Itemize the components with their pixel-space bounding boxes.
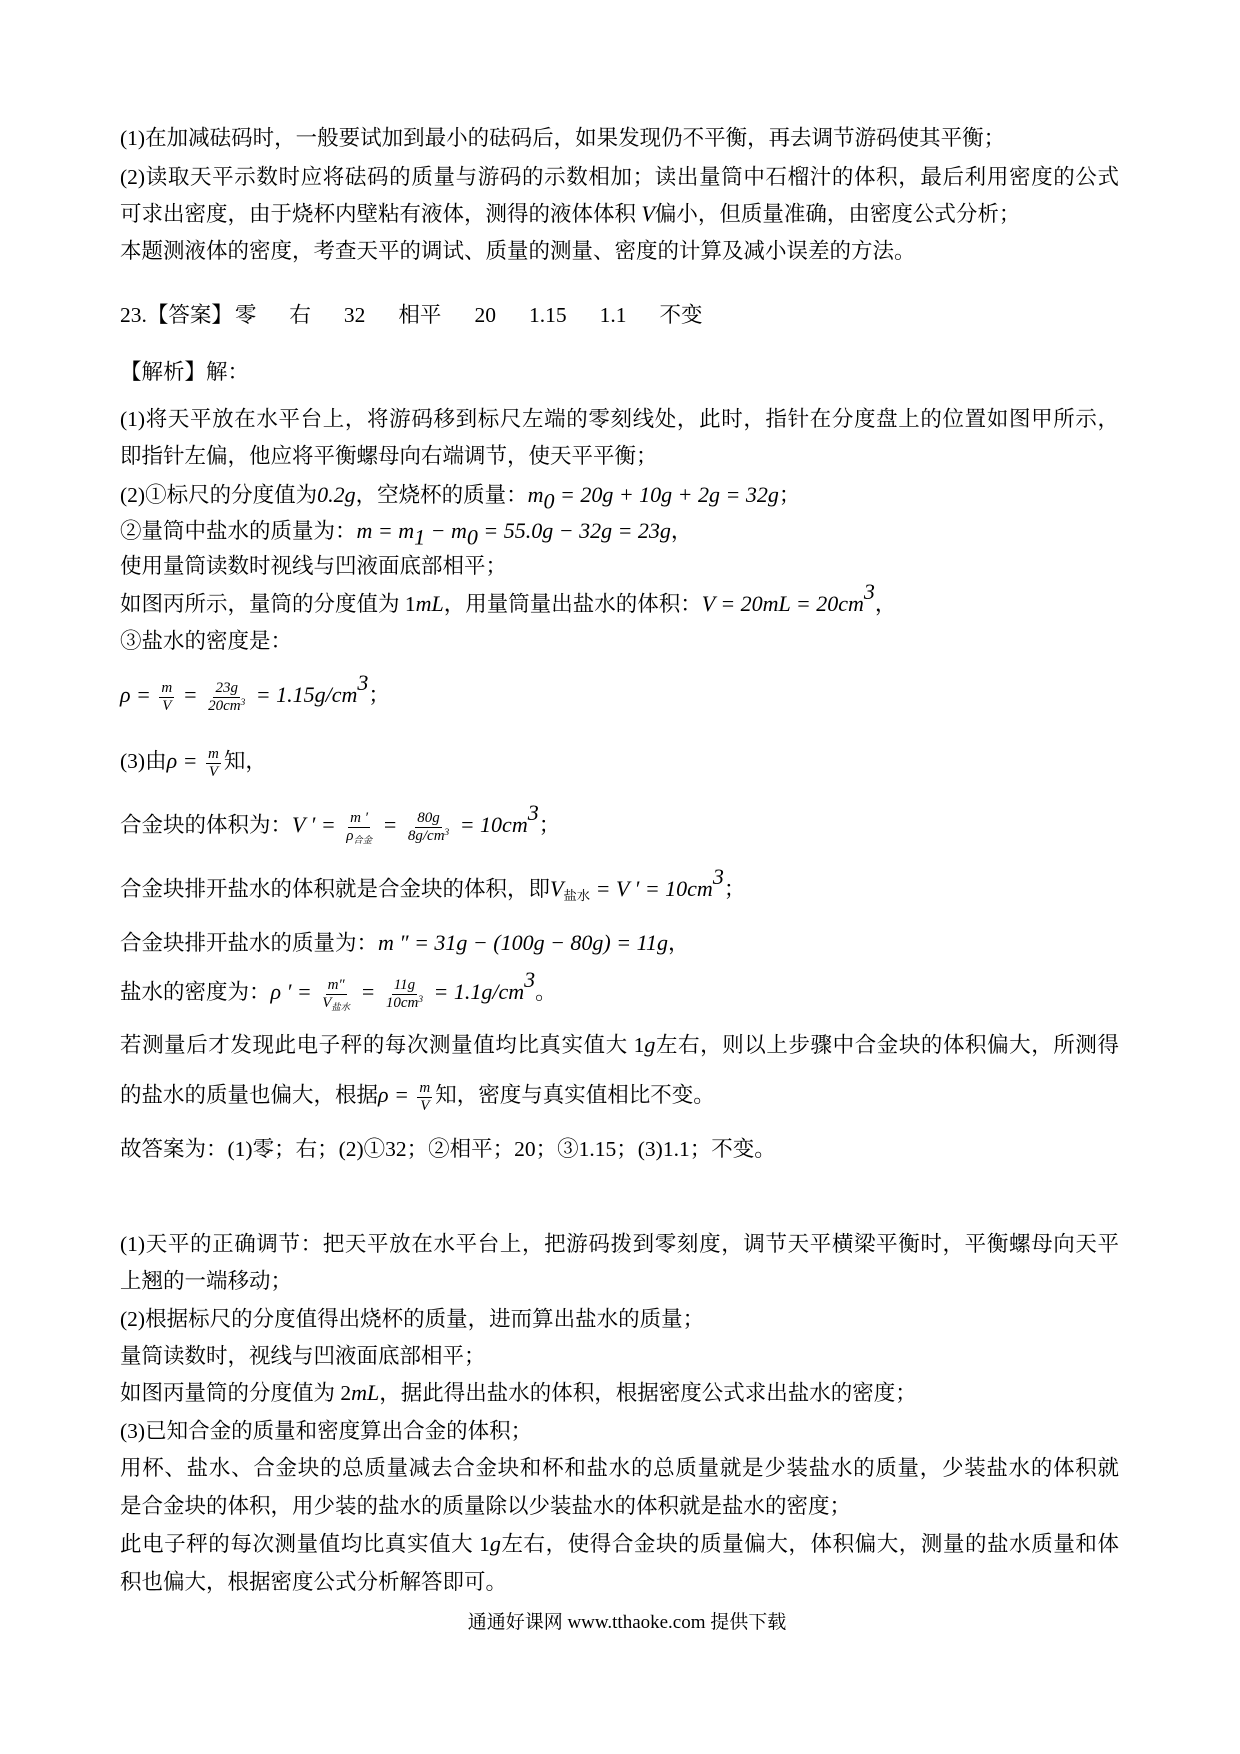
denominator-text: V (322, 994, 332, 1011)
fraction (406, 810, 451, 845)
method-line-6: (3)已知合金的质量和密度算出合金的体积； (120, 1419, 533, 1443)
fraction-numerator: 80g (417, 809, 440, 826)
subscript: 0 (466, 524, 478, 550)
density-result: = 1.15g/cm (250, 682, 358, 707)
denominator-text: 10cm (385, 994, 419, 1011)
cup-mass-equation: = 20g + 10g + 2g = 32g (554, 482, 779, 507)
displaced-mass-text: 合金块排开盐水的质量为： (120, 931, 379, 955)
answer-label: 23.【答案】 (120, 303, 233, 327)
method-line-7: 用杯、盐水、合金块的总质量减去合金块和杯和盐水的总质量就是少装盐水的质量，少装盐水的体积就 (120, 1456, 1119, 1480)
superscript: 3 (418, 994, 424, 1005)
density-equation-line (120, 669, 390, 716)
answer-item: 1.15 (528, 303, 567, 327)
brine-mass-equation-c: = 55.0g − 32g = 23g (477, 518, 671, 543)
answer-item: 零 (234, 303, 257, 327)
density-lhs: ρ = (166, 748, 203, 773)
method-line-5 (120, 1380, 917, 1406)
cup-mass-text-middle: ，空烧杯的质量： (355, 483, 528, 507)
brine-density-lhs: ρ ′ = (270, 979, 318, 1004)
intro-line-2: (2)读取天平示数时应将砝码的质量与游码的示数相加；读出量筒中石榴汁的体积，最后利用密度的公式 (120, 165, 1119, 189)
fraction-denominator (206, 698, 247, 715)
denominator-text: 20cm (208, 697, 241, 714)
fraction-numerator: m ′ (350, 809, 369, 826)
formula-text: (3)由 (120, 749, 167, 773)
volume-equation: V = 20mL = 20cm (701, 591, 864, 616)
punctuation: 。 (535, 980, 557, 1004)
alloy-volume-line (120, 799, 561, 846)
brine-density-result: = 1.1g/cm (428, 979, 525, 1004)
volume-variable: V (641, 201, 655, 226)
punctuation: ； (723, 877, 746, 901)
method-line-8: 是合金块的体积，用少装的盐水的质量除以少装盐水的体积就是盐水的密度； (120, 1494, 852, 1518)
fraction (206, 680, 247, 715)
punctuation: ； (368, 683, 390, 707)
displaced-volume-text: 合金块排开盐水的体积就是合金块的体积，即 (120, 877, 551, 901)
displaced-volume-equation: = V ′ = 10cm (590, 876, 713, 901)
method-line-1: (1)天平的正确调节：把天平放在水平台上，把游码拨到零刻度，调节天平横梁平衡时，平衡螺母向天平 (120, 1232, 1119, 1256)
method-line-4: 量筒读数时，视线与凹液面底部相平； (120, 1344, 486, 1368)
fraction-denominator (320, 995, 352, 1012)
unit-ml: mL (415, 591, 444, 616)
error-text-end: 知，密度与真实值相比不变。 (435, 1083, 715, 1107)
unit-g: g (644, 1032, 656, 1057)
displaced-volume-line (120, 863, 746, 903)
brine-mass-line (120, 518, 693, 550)
volume-text-middle: ，用量筒量出盐水的体积： (443, 592, 702, 616)
density-label: ③盐水的密度是： (120, 629, 293, 653)
fraction-numerator: m (419, 1079, 431, 1096)
final-answer-line: 故答案为：(1)零；右；(2)①32；②相平；20；③1.15；(3)1.1；不变。 (120, 1137, 776, 1161)
cup-mass-text: (2)①标尺的分度值为 (120, 483, 318, 507)
mass-variable: m (527, 482, 544, 507)
formula-text-end: 知， (223, 749, 267, 773)
superscript: 3 (524, 966, 536, 992)
subscript: 盐水 (331, 1002, 350, 1013)
subscript: 0 (543, 488, 555, 514)
denominator-text: 8g/cm (407, 827, 445, 844)
superscript: 3 (444, 827, 450, 838)
brine-density-line (120, 966, 557, 1013)
punctuation: ， (670, 519, 693, 543)
answer-item: 20 (474, 303, 496, 327)
fraction-numerator: m (161, 679, 173, 696)
displaced-mass-equation: m ″ = 31g − (100g − 80g) = 11g (378, 930, 668, 955)
fraction-denominator: V (208, 763, 218, 780)
answer-item: 32 (343, 303, 366, 327)
method-text-end: 左右，使得合金块的质量偏大，体积偏大，测量的盐水质量和体 (500, 1532, 1119, 1556)
page-footer: 通通好课网 www.tthaoke.com 提供下载 (467, 1612, 787, 1633)
error-line-1 (120, 1032, 1119, 1058)
intro-line-3-text: 可求出密度，由于烧杯内壁粘有液体，测得的液体体积 (120, 202, 642, 226)
error-text: 若测量后才发现此电子秤的每次测量值均比真实值大 1 (120, 1033, 645, 1057)
subscript: 合金 (353, 835, 373, 846)
punctuation: ， (667, 931, 690, 955)
answer-item: 相平 (398, 303, 442, 327)
brine-mass-text: ②量筒中盐水的质量为： (120, 519, 357, 543)
brine-density-text: 盐水的密度为： (120, 980, 271, 1004)
method-line-9 (120, 1531, 1119, 1557)
alloy-volume-result: = 10cm (454, 812, 528, 837)
brine-mass-equation-b: − m (425, 518, 467, 543)
punctuation: ， (874, 592, 897, 616)
fraction-numerator: 11g (393, 976, 416, 993)
subscript: 1 (414, 524, 426, 550)
displaced-mass-line (120, 930, 689, 956)
method-text-end: ，据此得出盐水的体积，根据密度公式求出盐水的密度； (379, 1381, 917, 1405)
fraction-denominator: V (162, 697, 172, 714)
answer-item: 右 (289, 303, 311, 327)
solution-part1-line-1: (1)将天平放在水平台上，将游码移到标尺左端的零刻线处，此时，指针在分度盘上的位置如图甲所示， (120, 407, 1119, 431)
answer-item: 不变 (659, 303, 703, 327)
fraction-numerator: m″ (327, 976, 345, 993)
method-line-10: 积也偏大，根据密度公式分析解答即可。 (120, 1570, 508, 1594)
unit-ml: mL (351, 1380, 380, 1405)
fraction (417, 1080, 432, 1115)
density-lhs: ρ = (120, 682, 157, 707)
superscript: 3 (240, 697, 246, 708)
method-line-2: 上翘的一端移动； (120, 1269, 293, 1293)
answer-item: 1.1 (599, 303, 627, 327)
error-text-end: 左右，则以上步骤中合金块的体积偏大，所测得 (655, 1033, 1119, 1057)
superscript: 3 (863, 578, 875, 604)
intro-line-3-text-end: 偏小，但质量准确，由密度公式分析； (654, 202, 1021, 226)
alloy-volume-text: 合金块的体积为： (120, 813, 293, 837)
answer-line (120, 302, 702, 328)
solution-heading: 【解析】解： (120, 360, 250, 384)
fraction (320, 977, 352, 1012)
error-text: 的盐水的质量也偏大，根据 (120, 1083, 379, 1107)
unit-g: g (489, 1531, 501, 1556)
fraction (159, 680, 174, 715)
fraction-denominator: V (420, 1097, 430, 1114)
method-text: 如图丙量筒的分度值为 2 (120, 1381, 352, 1405)
denominator-text: ρ (346, 827, 354, 844)
solution-part1-line-2: 即指针左偏，他应将平衡螺母向右端调节，使天平平衡； (120, 444, 658, 468)
fraction (344, 810, 374, 845)
volume-line (120, 578, 897, 617)
equals: = (177, 682, 204, 707)
scale-division-value: 0.2g (317, 482, 356, 507)
fraction-denominator (406, 828, 451, 845)
fraction-denominator (344, 828, 374, 845)
error-line-2 (120, 1074, 715, 1116)
equals: = (377, 812, 403, 837)
reading-line: 使用量筒读数时视线与凹液面底部相平； (120, 554, 508, 578)
punctuation: ； (778, 483, 801, 507)
intro-line-1: (1)在加减砝码时，一般要试加到最小的砝码后，如果发现仍不平衡，再去调节游码使其平衡； (120, 126, 1006, 150)
fraction (384, 977, 425, 1012)
punctuation: ； (538, 813, 561, 837)
method-text: 此电子秤的每次测量值均比真实值大 1 (120, 1532, 490, 1556)
fraction-numerator: 23g (215, 679, 238, 696)
alloy-volume-lhs: V ′ = (292, 812, 342, 837)
volume-text: 如图丙所示，量筒的分度值为 1 (120, 592, 416, 616)
superscript: 3 (527, 799, 539, 825)
fraction-denominator (384, 995, 425, 1012)
subscript: 盐水 (563, 887, 591, 903)
density-lhs: ρ = (378, 1082, 415, 1107)
brine-mass-equation-a: m = m (356, 518, 415, 543)
intro-line-3 (120, 201, 1020, 227)
superscript: 3 (712, 863, 724, 889)
cup-mass-line (120, 482, 801, 514)
intro-line-4: 本题测液体的密度，考查天平的调试、质量的测量、密度的计算及减小误差的方法。 (120, 239, 916, 263)
superscript: 3 (357, 669, 369, 695)
formula-line (120, 740, 267, 782)
fraction (206, 746, 221, 781)
equals: = (355, 979, 381, 1004)
fraction-numerator: m (207, 745, 219, 762)
volume-variable: V (550, 876, 564, 901)
method-line-3: (2)根据标尺的分度值得出烧杯的质量，进而算出盐水的质量； (120, 1307, 705, 1331)
